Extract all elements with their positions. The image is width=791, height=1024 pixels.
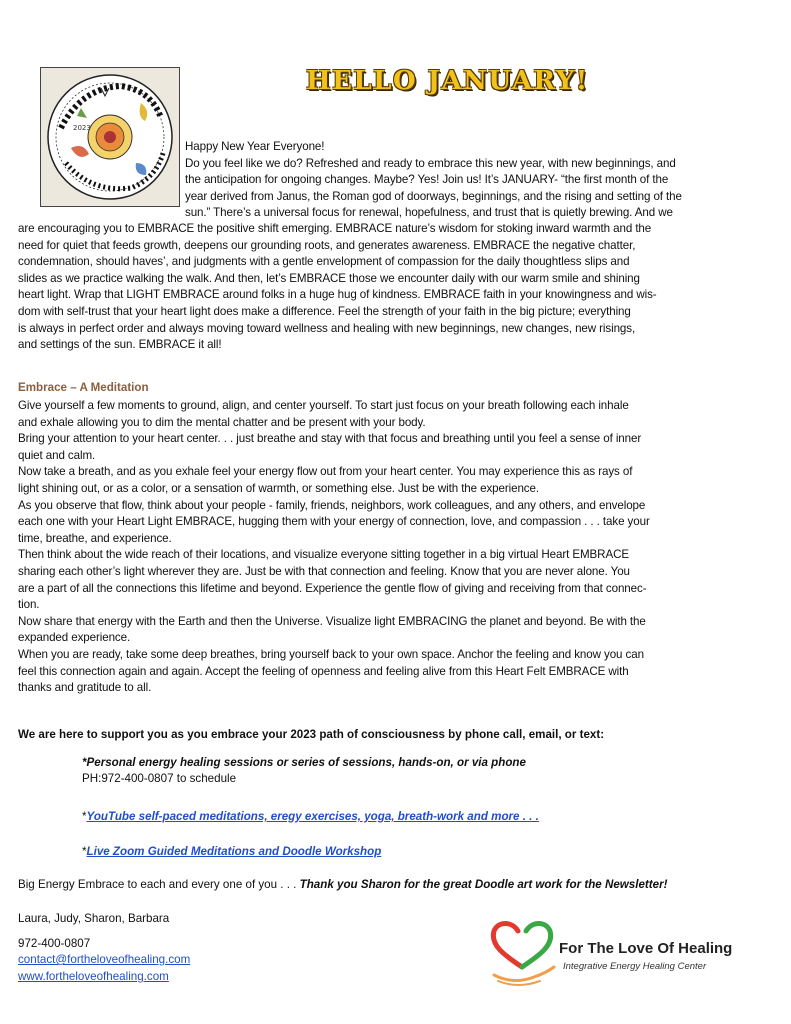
intro-line: slides as we practice walking the walk. And then, let’s EMBRACE those we encounter daily with our warm smile and shining: [18, 271, 640, 285]
contact-phone: 972-400-0807: [18, 937, 91, 950]
signers: Laura, Judy, Sharon, Barbara: [18, 912, 170, 925]
meditation-line: are a part of all the connections this lifetime and beyond. Experience the gentle flow of giving and receiving from that connec-: [18, 581, 647, 595]
page-title: HELLO JANUARY!: [306, 66, 589, 96]
meditation-heading: Embrace – A Meditation: [18, 381, 149, 394]
intro-line: and settings of the sun. EMBRACE it all!: [18, 338, 222, 352]
meditation-line: When you are ready, take some deep breathes, bring yourself back to your own space. Anchor the feeling and know you can: [18, 647, 644, 661]
svg-text:2023: 2023: [73, 124, 91, 132]
meditation-line: Give yourself a few moments to ground, align, and center yourself. To start just focus on your breath following each inhale: [18, 399, 629, 412]
service-phone-schedule: PH:972-400-0807 to schedule: [82, 772, 237, 785]
intro-line: the anticipation for ongoing changes. Maybe? Yes! Join us! It’s JANUARY- “the first month of the: [185, 173, 669, 187]
meditation-line: and exhale allowing you to dim the mental chatter and be present with your body.: [18, 415, 426, 429]
meditation-line: time, breathe, and experience.: [18, 531, 172, 545]
intro-line: are encouraging you to EMBRACE the positive shift emerging. EMBRACE nature’s wisdom for stoking inward warmth and the: [18, 222, 652, 235]
intro-paragraph: [185, 139, 775, 222]
meditation-line: Then think about the wide reach of their locations, and visualize everyone sitting together in a big virtual Heart EMBRACE: [18, 548, 629, 562]
meditation-line: quiet and calm.: [18, 448, 96, 462]
meditation-line: Now take a breath, and as you exhale feel your energy flow out from your heart center. You may experience this as rays of: [18, 465, 633, 479]
meditation-line: tion.: [18, 598, 40, 612]
logo-name: For The Love Of Healing: [559, 940, 733, 957]
meditation-line: light shining out, or as a color, or a sensation of warmth, or something else. Just be with the experience.: [18, 481, 539, 495]
intro-line: Do you feel like we do? Refreshed and ready to embrace this new year, with new beginnings, and: [185, 156, 676, 170]
intro-line: condemnation, should haves’, and judgments with a gentle envelopment of compassion for the daily thoughtless slips and: [18, 255, 630, 269]
zoom-workshop-link[interactable]: Live Zoom Guided Meditations and Doodle Workshop: [86, 845, 382, 858]
bullet: *: [82, 845, 87, 858]
closing-text: Big Energy Embrace to each and every one of you . . .: [18, 878, 300, 891]
meditation-body: [18, 398, 778, 697]
youtube-link[interactable]: YouTube self-paced meditations, eregy exercises, yoga, breath-work and more . . .: [86, 810, 539, 823]
meditation-line: sharing each other’s light wherever they are. Just be with that connection and feeling. Know that you are never alone. You: [18, 564, 630, 578]
intro-line: heart light. Wrap that LIGHT EMBRACE around folks in a huge hug of kindness. EMBRACE faith in your knowingness and wis-: [18, 288, 657, 302]
logo-tagline: Integrative Energy Healing Center: [563, 961, 707, 972]
meditation-line: each one with your Heart Light EMBRACE, hugging them with your energy of connection, love, and compassion . . . take your: [18, 515, 650, 529]
intro-paragraph-continued: [18, 221, 778, 354]
contact-website-link[interactable]: [18, 970, 169, 983]
intro-line: year derived from Janus, the Roman god of doorways, beginnings, and the rising and setting of the: [185, 189, 682, 203]
service-zoom: [82, 845, 381, 858]
heart-hand-logo-icon: [484, 915, 564, 995]
doodle-mandala-art-icon: [41, 68, 179, 206]
meditation-line: thanks and gratitude to all.: [18, 681, 152, 695]
support-statement: We are here to support you as you embrace your 2023 path of consciousness by phone call, email, or text:: [18, 728, 605, 741]
intro-line: is always in perfect order and always moving toward wellness and healing with new beginnings, new changes, new risings,: [18, 321, 636, 335]
doodle-art-image: [40, 67, 180, 207]
service-personal-sessions: [82, 756, 526, 769]
contact-email-link[interactable]: [18, 953, 190, 966]
bullet: *: [82, 810, 87, 823]
email-link[interactable]: contact@fortheloveofhealing.com: [18, 953, 191, 966]
intro-line: Happy New Year Everyone!: [185, 140, 325, 153]
meditation-line: feel this connection again and again. Accept the feeling of openness and feeling alive from this Heart Felt EMBRACE with: [18, 664, 629, 678]
meditation-line: Bring your attention to your heart center. . . just breathe and stay with that focus and breathing until you feel a sense of inner: [18, 432, 642, 446]
meditation-line: Now share that energy with the Earth and then the Universe. Visualize light EMBRACING the planet and beyond. Be with the: [18, 614, 646, 628]
meditation-line: As you observe that flow, think about your people - family, friends, neighbors, work colleagues, and any others, and envelope: [18, 498, 646, 512]
closing-line: [18, 878, 667, 891]
website-link[interactable]: www.fortheloveofhealing.com: [18, 970, 169, 983]
meditation-line: expanded experience.: [18, 631, 131, 645]
intro-line: dom with self-trust that your heart light does make a difference. Feel the strength of your faith in the big picture; everything: [18, 304, 631, 318]
bullet: *: [82, 756, 87, 769]
intro-line: need for quiet that feeds growth, deepens our grounding roots, and generates awareness. EMBRACE the negative chatter,: [18, 238, 636, 252]
service-youtube: [82, 810, 539, 823]
intro-line: sun.” There’s a universal focus for renewal, hopefulness, and trust that is quietly brewing. And we: [185, 206, 673, 220]
service-personal-label: Personal energy healing sessions or series of sessions, hands-on, or via phone: [86, 756, 526, 769]
closing-thanks: Thank you Sharon for the great Doodle art work for the Newsletter!: [299, 878, 668, 891]
